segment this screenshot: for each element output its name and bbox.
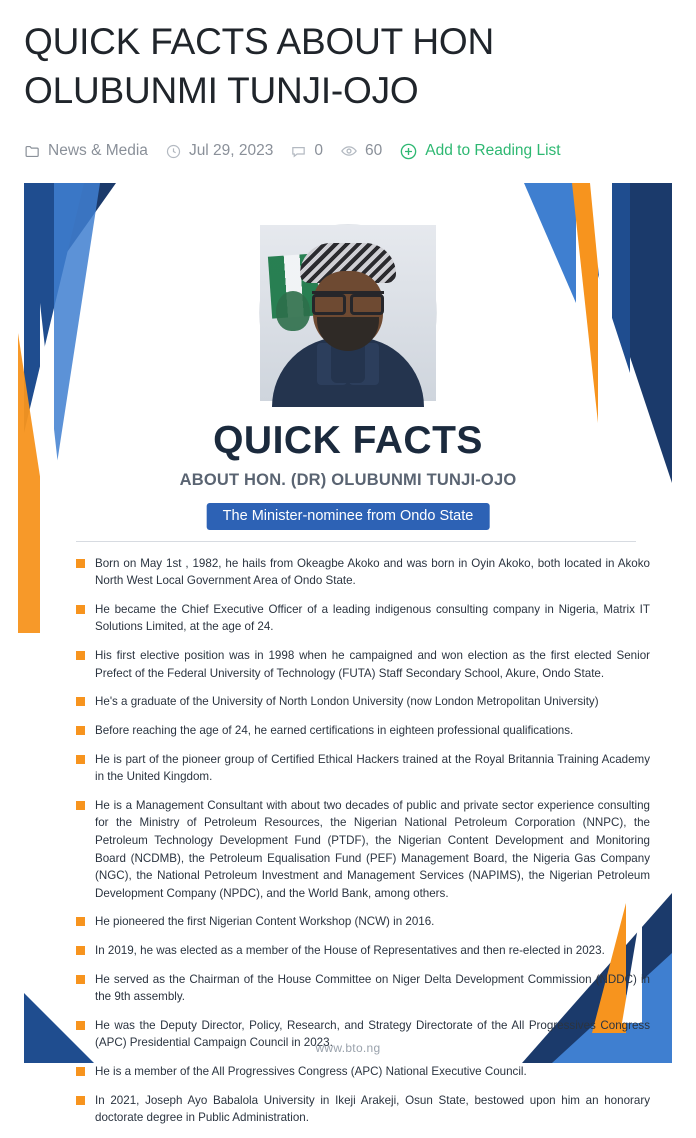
add-to-reading-list-label: Add to Reading List bbox=[425, 142, 561, 160]
list-item bbox=[76, 1092, 650, 1127]
fact-text: He pioneered the first Nigerian Content Workshop (NCW) in 2016. bbox=[95, 915, 435, 929]
poster-divider bbox=[76, 541, 636, 542]
list-item bbox=[76, 693, 650, 711]
bullet-icon bbox=[76, 1021, 85, 1030]
bullet-icon bbox=[76, 946, 85, 955]
bullet-icon bbox=[76, 1067, 85, 1076]
list-item bbox=[76, 601, 650, 636]
eye-icon bbox=[340, 142, 358, 160]
poster-title: QUICK FACTS bbox=[213, 418, 483, 462]
fact-text: He's a graduate of the University of North London University (now London Metropolitan University) bbox=[95, 695, 599, 709]
fact-text: He is a member of the All Progressives Congress (APC) National Executive Council. bbox=[95, 1065, 527, 1079]
article-meta bbox=[24, 142, 672, 161]
fact-text: He is part of the pioneer group of Certified Ethical Hackers trained at the Royal Britannia Training Academy in the United Kingdom. bbox=[95, 752, 650, 784]
list-item bbox=[76, 971, 650, 1006]
meta-category[interactable] bbox=[24, 142, 148, 160]
bullet-icon bbox=[76, 801, 85, 810]
bullet-icon bbox=[76, 605, 85, 614]
fact-text: His first elective position was in 1998 when he campaigned and won election as the first elected Senior Prefect of the Federal University of Technology (FUTA) Staff Secondary School, Akure, Ondo State. bbox=[95, 649, 650, 680]
decor-top-right-lightblue bbox=[524, 183, 576, 303]
poster-subtitle: ABOUT HON. (DR) OLUBUNMI TUNJI-OJO bbox=[179, 470, 517, 489]
meta-category-label: News & Media bbox=[48, 142, 148, 160]
list-item bbox=[76, 913, 650, 931]
fact-text: In 2021, Joseph Ayo Babalola University in Ikeji Arakeji, Osun State, bestowed upon him an honorary doctorate degree in Public Administration. bbox=[95, 1093, 650, 1125]
meta-comments-count: 0 bbox=[314, 142, 324, 160]
fact-text: He became the Chief Executive Officer of a leading indigenous consulting company in Nigeria, Matrix IT Solutions Limited, at the age of 24. bbox=[95, 602, 650, 634]
fact-text: Born on May 1st , 1982, he hails from Okeagbe Akoko and was born in Oyin Akoko, both located in Akoko North West Local Government Area of Ondo State. bbox=[95, 556, 650, 588]
meta-views-count: 60 bbox=[365, 142, 383, 160]
page-title: QUICK FACTS ABOUT HON OLUBUNMI TUNJI-OJO bbox=[24, 21, 495, 111]
list-item bbox=[76, 942, 650, 960]
comment-icon bbox=[290, 143, 307, 160]
list-item bbox=[76, 722, 650, 740]
poster-badge: The Minister-nominee from Ondo State bbox=[207, 503, 490, 530]
poster-footer-url: www.bto.ng bbox=[315, 1040, 381, 1055]
meta-views bbox=[340, 142, 382, 160]
add-to-reading-list-button[interactable] bbox=[399, 142, 560, 161]
fact-text: He was the Deputy Director, Policy, Research, and Strategy Directorate of the All Progressives Congress (APC) Presidential Campaign Council in 2023. bbox=[95, 1018, 650, 1050]
bullet-icon bbox=[76, 917, 85, 926]
list-item bbox=[76, 751, 650, 786]
meta-comments[interactable] bbox=[290, 142, 323, 160]
quick-facts-poster bbox=[24, 183, 672, 1125]
article-page bbox=[0, 18, 696, 1125]
meta-date bbox=[165, 142, 273, 160]
bullet-icon bbox=[76, 559, 85, 568]
avatar bbox=[260, 225, 436, 401]
list-item bbox=[76, 555, 650, 590]
list-item bbox=[76, 797, 650, 903]
bullet-icon bbox=[76, 1096, 85, 1105]
fact-text: In 2019, he was elected as a member of the House of Representatives and then re-elected in 2023. bbox=[95, 944, 605, 958]
fact-text: Before reaching the age of 24, he earned certifications in eighteen professional qualifications. bbox=[95, 723, 574, 737]
fact-text: He is a Management Consultant with about two decades of public and private sector experience consulting for the Ministry of Petroleum Resources, the Nigerian National Petroleum Corporation (NNPC), the Petroleum Technology Development Fund (PTDF), the Nigerian Content Development and Monitoring Board (NCDMB), the Petroleum Equalisation Fund (PEF) Management Board, the Nigeria Gas Company (NGC), the National Petroleum Investment and Management Services (NAPIMS), the Nigerian Petroleum Development Company (NPDC), and the World Bank, among others. bbox=[95, 798, 650, 900]
folder-icon bbox=[24, 143, 41, 160]
meta-date-label: Jul 29, 2023 bbox=[188, 142, 274, 160]
portrait-glasses bbox=[312, 291, 384, 307]
bullet-icon bbox=[76, 755, 85, 764]
list-item bbox=[76, 1063, 650, 1081]
fact-text: He served as the Chairman of the House Committee on Niger Delta Development Commission (NDDC) in the 9th assembly. bbox=[95, 972, 650, 1004]
plus-circle-icon bbox=[399, 142, 418, 161]
bullet-icon bbox=[76, 726, 85, 735]
bullet-icon bbox=[76, 651, 85, 660]
list-item bbox=[76, 647, 650, 682]
clock-icon bbox=[165, 143, 182, 160]
coat-of-arms-icon bbox=[276, 291, 310, 331]
bullet-icon bbox=[76, 697, 85, 706]
decor-top-right-white bbox=[590, 183, 612, 413]
bullet-icon bbox=[76, 975, 85, 984]
